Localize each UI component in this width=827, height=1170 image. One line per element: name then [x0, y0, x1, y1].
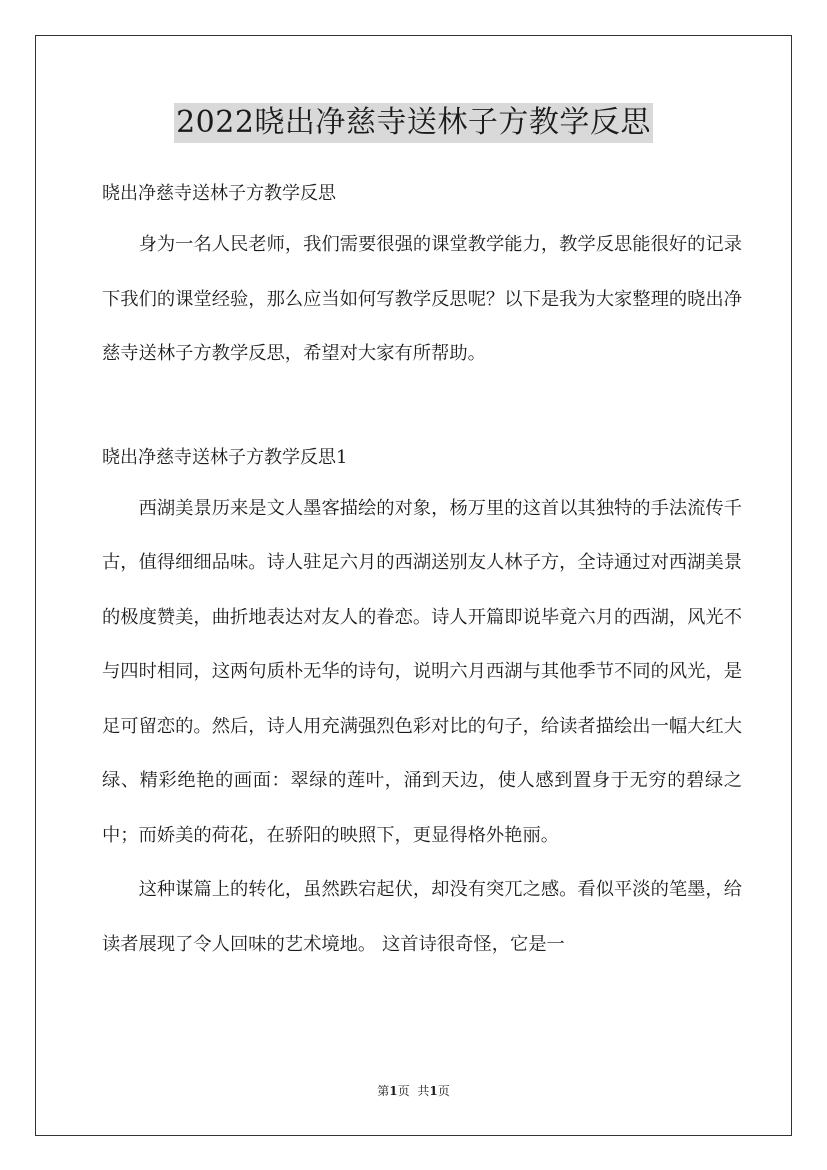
- section-1-paragraph-1: 西湖美景历来是文人墨客描绘的对象，杨万里的这首以其独特的手法流传千古，值得细细品味。诗人驻足六月的西湖送别友人林子方，全诗通过对西湖美景的极度赞美，曲折地表达对友人的眷恋。诗人开篇即说毕竟六月的西湖，风光不与四时相同，这两句质朴无华的诗句，说明六月西湖与其他季节不同的风光，是足可留恋的。然后，诗人用充满强烈色彩对比的句子，给读者描绘出一幅大红大绿、精彩绝艳的画面：翠绿的莲叶，涌到天边，使人感到置身于无穷的碧绿之中；而娇美的荷花，在骄阳的映照下，更显得格外艳丽。: [102, 497, 742, 846]
- intro-paragraph: 身为一名人民老师，我们需要很强的课堂教学能力，教学反思能很好的记录下我们的课堂经验，那么应当如何写教学反思呢？以下是我为大家整理的晓出净慈寺送林子方教学反思，希望对大家有所帮助。: [102, 234, 742, 364]
- footer-total-prefix: 共: [417, 1084, 430, 1098]
- section-spacer: [102, 382, 742, 434]
- footer-page-current: 1: [389, 1084, 398, 1098]
- intro-heading: 晓出净慈寺送林子方教学反思: [102, 183, 336, 204]
- title-container: [0, 103, 827, 143]
- page-footer: [0, 1083, 827, 1099]
- footer-total-suffix: 页: [437, 1084, 450, 1098]
- document-body: [102, 170, 742, 972]
- footer-page-total: 1: [429, 1084, 438, 1098]
- document-title: 2022晓出净慈寺送林子方教学反思: [174, 103, 653, 143]
- footer-page-prefix: 第: [377, 1084, 390, 1098]
- footer-page-suffix: 页: [397, 1084, 410, 1098]
- section-1-heading: 晓出净慈寺送林子方教学反思1: [102, 446, 348, 468]
- section-1-paragraph-2: 这种谋篇上的转化，虽然跌宕起伏，却没有突兀之感。看似平淡的笔墨，给读者展现了令人回味的艺术境地。 这首诗很奇怪，它是一: [102, 879, 742, 955]
